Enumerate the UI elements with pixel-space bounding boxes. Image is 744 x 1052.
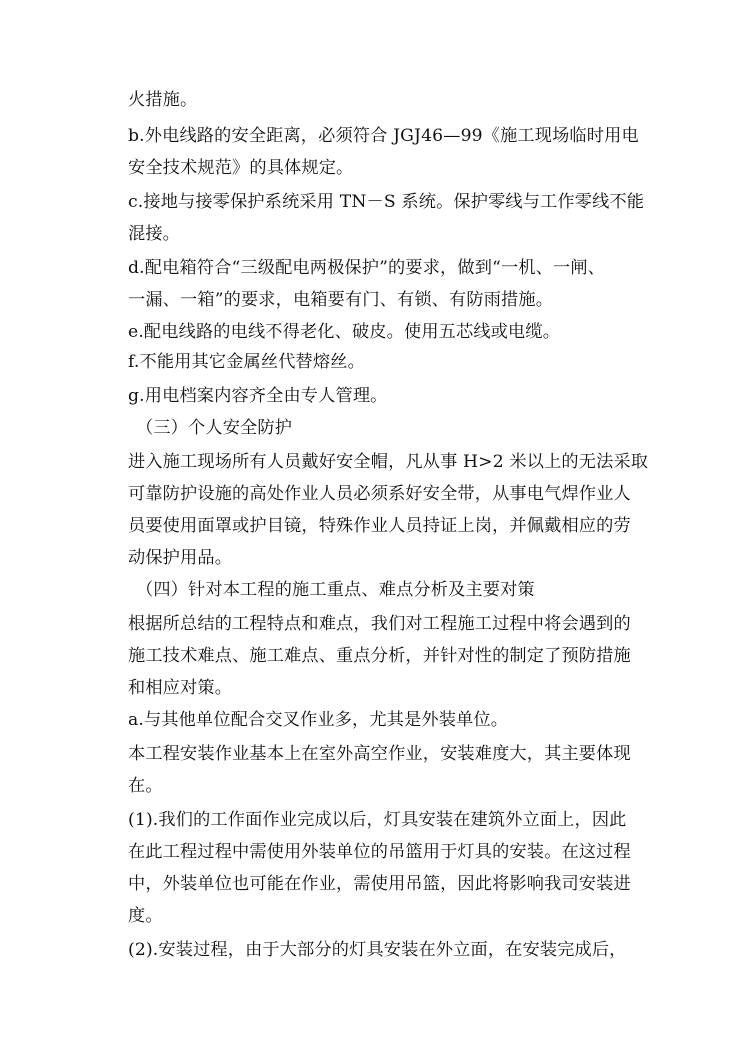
text-line: e.配电线路的电线不得老化、破皮。使用五芯线或电缆。 — [128, 322, 561, 342]
section-heading: （三）个人安全防护 — [136, 418, 293, 438]
text-line: 进入施工现场所有人员戴好安全帽，凡从事 H>2 米以上的无法采取 — [128, 452, 649, 472]
text-line: 和相应对策。 — [128, 678, 233, 698]
text-line: 可靠防护设施的高处作业人员必须系好安全带，从事电气焊作业人 — [128, 484, 631, 504]
text-line: 本工程安装作业基本上在室外高空作业，安装难度大，其主要体现 — [128, 744, 631, 764]
text-line: d.配电箱符合“三级配电两极保护”的要求，做到“一机、一闸、 — [128, 258, 606, 278]
text-line: 根据所总结的工程特点和难点，我们对工程施工过程中将会遇到的 — [128, 614, 631, 634]
text-line: g.用电档案内容齐全由专人管理。 — [128, 386, 388, 406]
text-line: f.不能用其它金属丝代替熔丝。 — [128, 352, 365, 372]
text-line: 在。 — [128, 776, 163, 796]
text-line: c.接地与接零保护系统采用 TN－S 系统。保护零线与工作零线不能 — [128, 192, 645, 212]
text-line: 安全技术规范》的具体规定。 — [128, 158, 354, 178]
text-line: 员要使用面罩或护目镜，特殊作业人员持证上岗，并佩戴相应的劳 — [128, 516, 631, 536]
text-line: b.外电线路的安全距离，必须符合 JGJ46—99《施工现场临时用电 — [128, 126, 639, 146]
text-line: 施工技术难点、施工难点、重点分析，并针对性的制定了预防措施 — [128, 646, 631, 666]
text-line: 在此工程过程中需使用外装单位的吊篮用于灯具的安装。在这过程 — [128, 842, 631, 862]
text-line: 动保护用品。 — [128, 548, 233, 568]
text-line: a.与其他单位配合交叉作业多，尤其是外装单位。 — [128, 710, 509, 730]
text-line: (2).安装过程，由于大部分的灯具安装在外立面，在安装完成后， — [128, 940, 627, 960]
text-line: 中，外装单位也可能在作业，需使用吊篮，因此将影响我司安装进 — [128, 874, 631, 894]
text-line: 一漏、一箱”的要求，电箱要有门、有锁、有防雨措施。 — [128, 290, 554, 310]
text-line: 度。 — [128, 906, 163, 926]
text-line: (1).我们的工作面作业完成以后，灯具安装在建筑外立面上，因此 — [128, 810, 627, 830]
text-line: 混接。 — [128, 224, 181, 244]
text-line: 火措施。 — [128, 90, 198, 110]
section-heading: （四）针对本工程的施工重点、难点分析及主要对策 — [136, 580, 535, 600]
